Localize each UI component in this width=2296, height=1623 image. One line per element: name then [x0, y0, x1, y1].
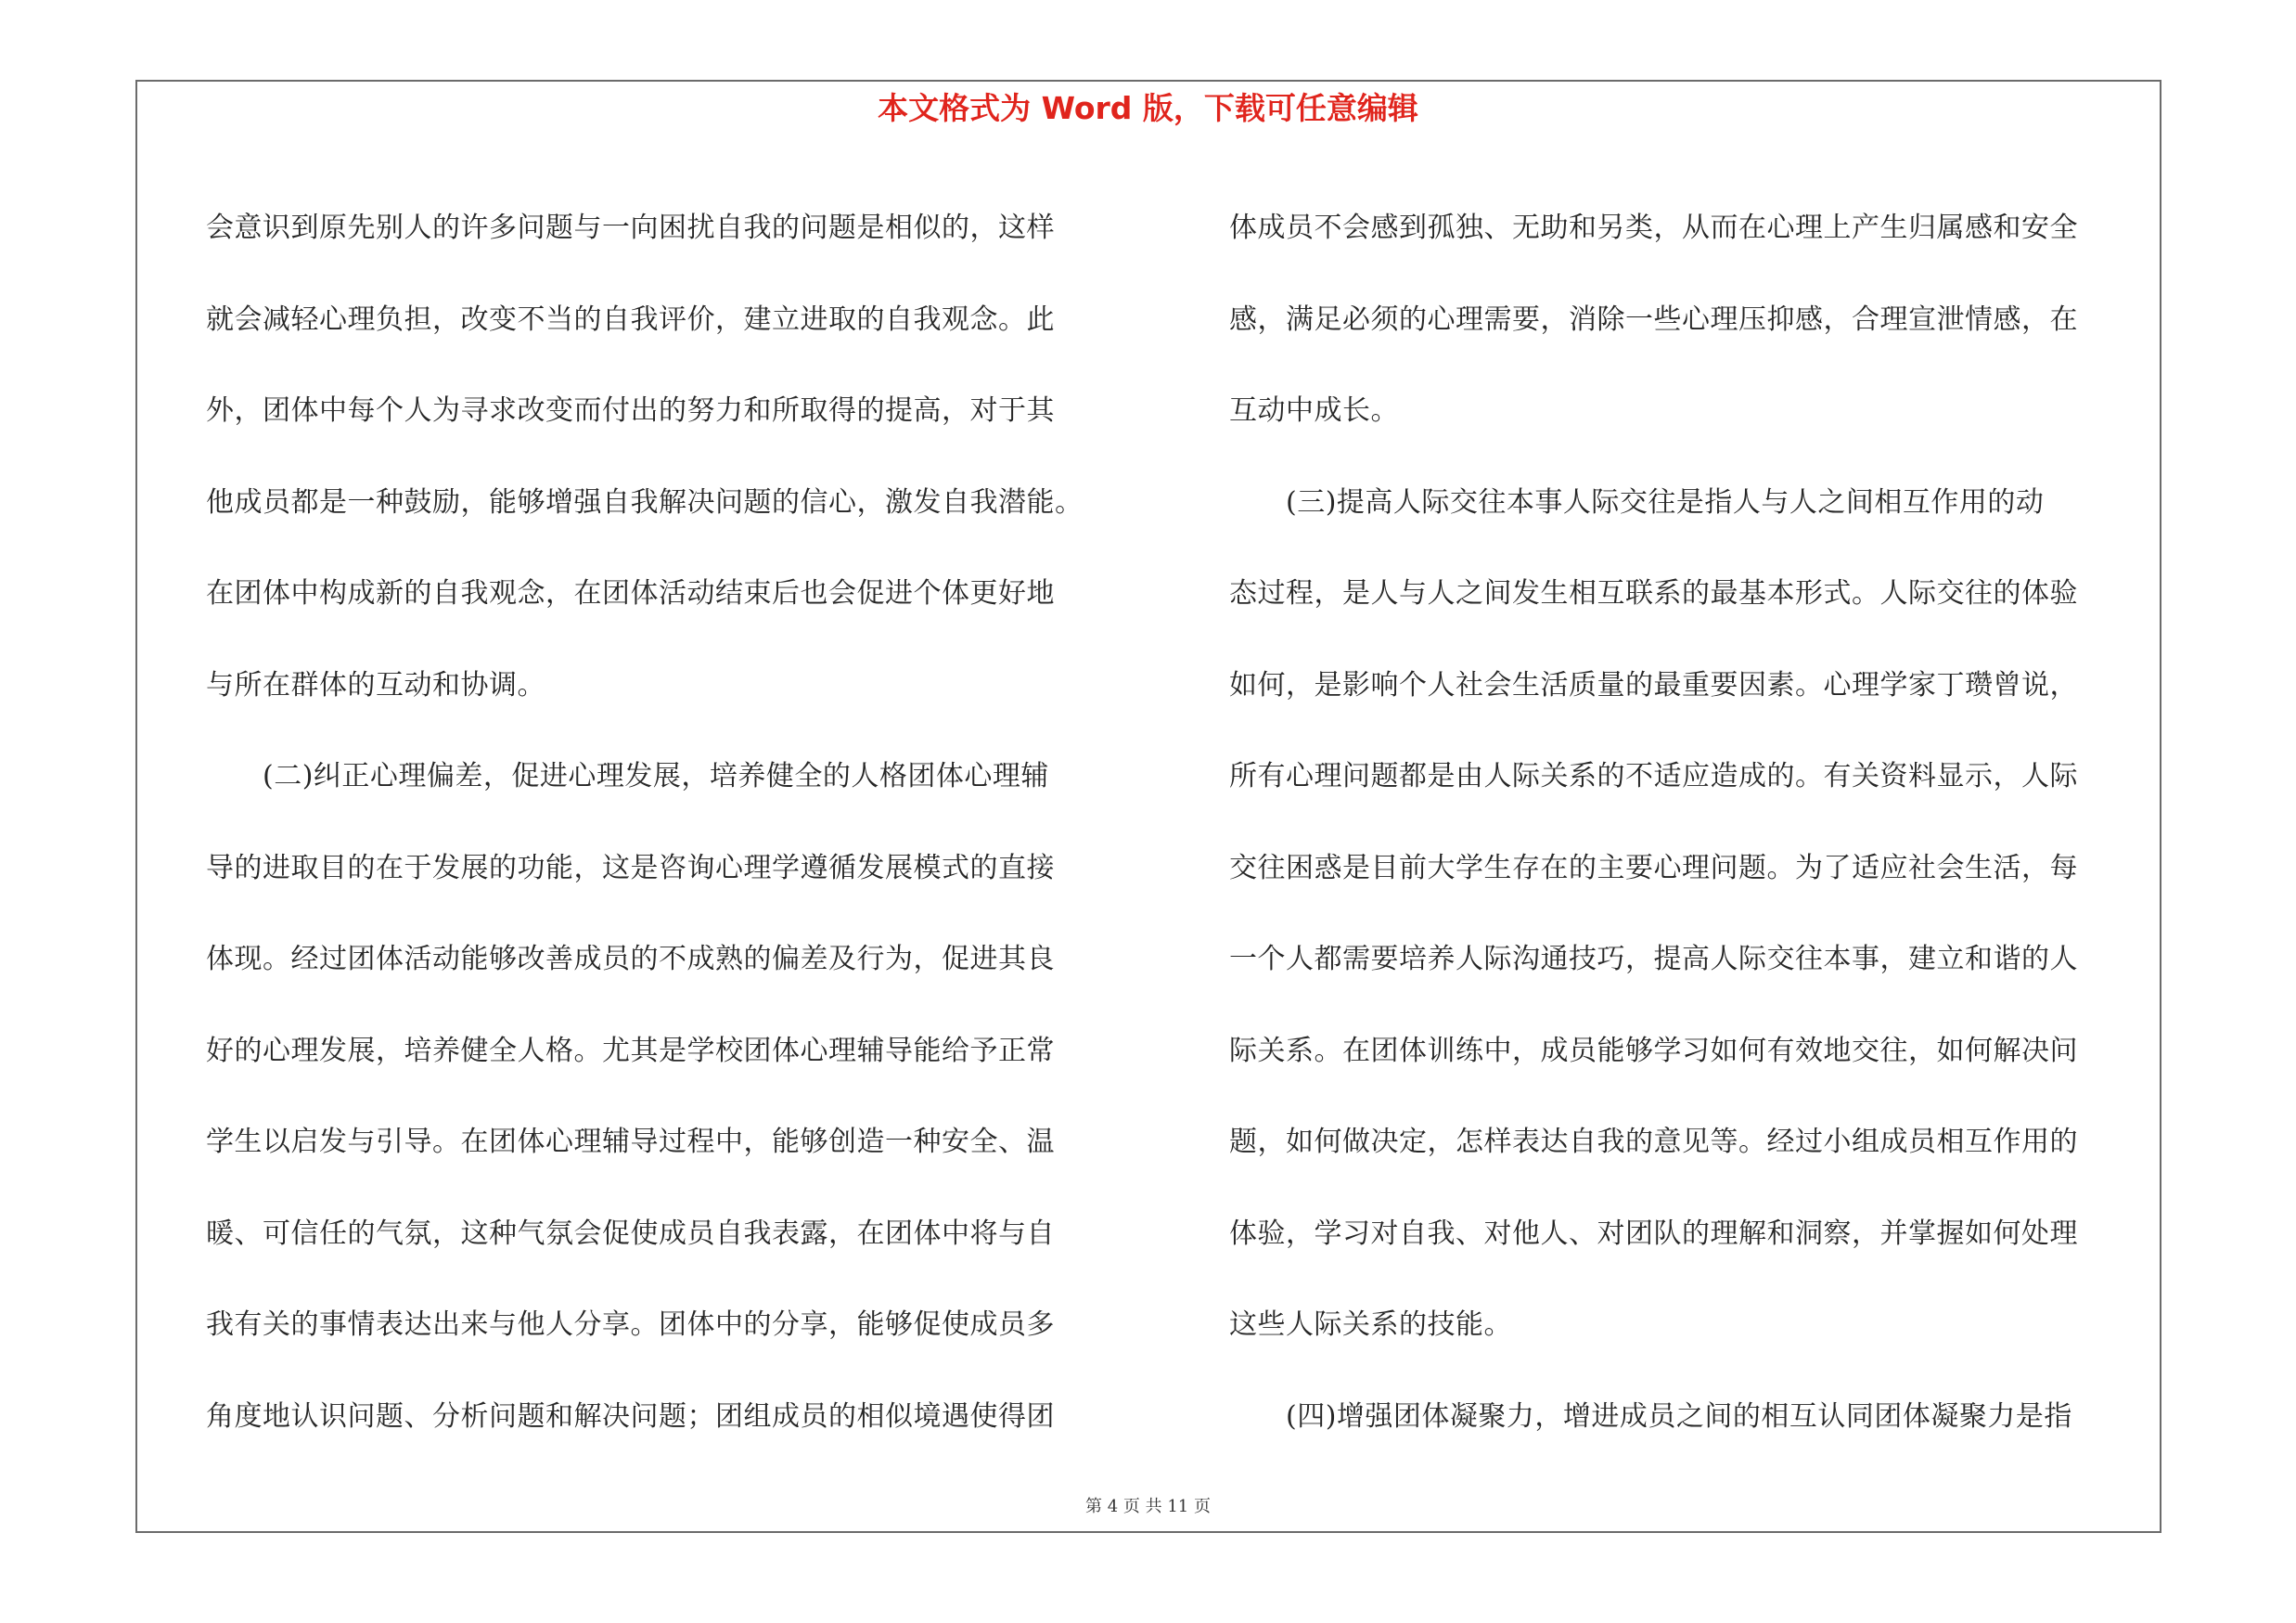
- text-line: 题，如何做决定，怎样表达自我的意见等。经过小组成员相互作用的: [1229, 1126, 2078, 1158]
- word-format-banner: 本文格式为 Word 版，下载可任意编辑: [878, 90, 1418, 126]
- text-line: 如何，是影响个人社会生活质量的最重要因素。心理学家丁瓒曾说，: [1229, 668, 2078, 702]
- text-line: 我有关的事情表达出来与他人分享。团体中的分享，能够促使成员多: [206, 1308, 1055, 1341]
- text-line: 暖、可信任的气氛，这种气氛会促使成员自我表露，在团体中将与自: [206, 1217, 1055, 1250]
- text-line: (四)增强团体凝聚力，增进成员之间的相互认同团体凝聚力是指: [1229, 1399, 2072, 1433]
- text-line: 体现。经过团体活动能够改善成员的不成熟的偏差及行为，促进其良: [206, 943, 1055, 975]
- text-line: (三)提高人际交往本事人际交往是指人与人之间相互作用的动: [1229, 485, 2045, 519]
- text-line: 际关系。在团体训练中，成员能够学习如何有效地交往，如何解决问: [1229, 1034, 2078, 1067]
- text-line: 会意识到原先别人的许多问题与一向困扰自我的问题是相似的，这样: [206, 212, 1055, 244]
- text-line: 感，满足必须的心理需要，消除一些心理压抑感，合理宣泄情感，在: [1229, 303, 2078, 336]
- text-line: 外，团体中每个人为寻求改变而付出的努力和所取得的提高，对于其: [206, 394, 1055, 427]
- text-line: 就会减轻心理负担，改变不当的自我评价，建立进取的自我观念。此: [206, 303, 1055, 336]
- text-line: 好的心理发展，培养健全人格。尤其是学校团体心理辅导能给予正常: [206, 1034, 1055, 1067]
- text-line: 他成员都是一种鼓励，能够增强自我解决问题的信心，激发自我潜能。: [206, 485, 1084, 519]
- text-line: 所有心理问题都是由人际关系的不适应造成的。有关资料显示，人际: [1229, 760, 2078, 792]
- text-line: 与所在群体的互动和协调。: [206, 668, 545, 702]
- text-line: 导的进取目的在于发展的功能，这是咨询心理学遵循发展模式的直接: [206, 851, 1055, 884]
- text-line: 这些人际关系的技能。: [1229, 1308, 1512, 1341]
- text-line: 一个人都需要培养人际沟通技巧，提高人际交往本事，建立和谐的人: [1229, 943, 2078, 975]
- left-text-column: [206, 183, 1134, 1462]
- text-line: 学生以启发与引导。在团体心理辅导过程中，能够创造一种安全、温: [206, 1126, 1055, 1158]
- page-number-footer: 第 4 页 共 11 页: [1085, 1497, 1211, 1516]
- text-line: 角度地认识问题、分析问题和解决问题；团组成员的相似境遇使得团: [206, 1399, 1055, 1433]
- text-line: 互动中成长。: [1229, 394, 1399, 427]
- text-line: (二)纠正心理偏差，促进心理发展，培养健全的人格团体心理辅: [206, 760, 1049, 792]
- text-line: 交往困惑是目前大学生存在的主要心理问题。为了适应社会生活，每: [1229, 851, 2078, 884]
- text-line: 在团体中构成新的自我观念，在团体活动结束后也会促进个体更好地: [206, 577, 1055, 610]
- text-line: 体验，学习对自我、对他人、对团队的理解和洞察，并掌握如何处理: [1229, 1217, 2078, 1250]
- text-line: 态过程，是人与人之间发生相互联系的最基本形式。人际交往的体验: [1229, 577, 2078, 610]
- right-text-column: [1229, 183, 2157, 1462]
- text-line: 体成员不会感到孤独、无助和另类，从而在心理上产生归属感和安全: [1229, 212, 2078, 244]
